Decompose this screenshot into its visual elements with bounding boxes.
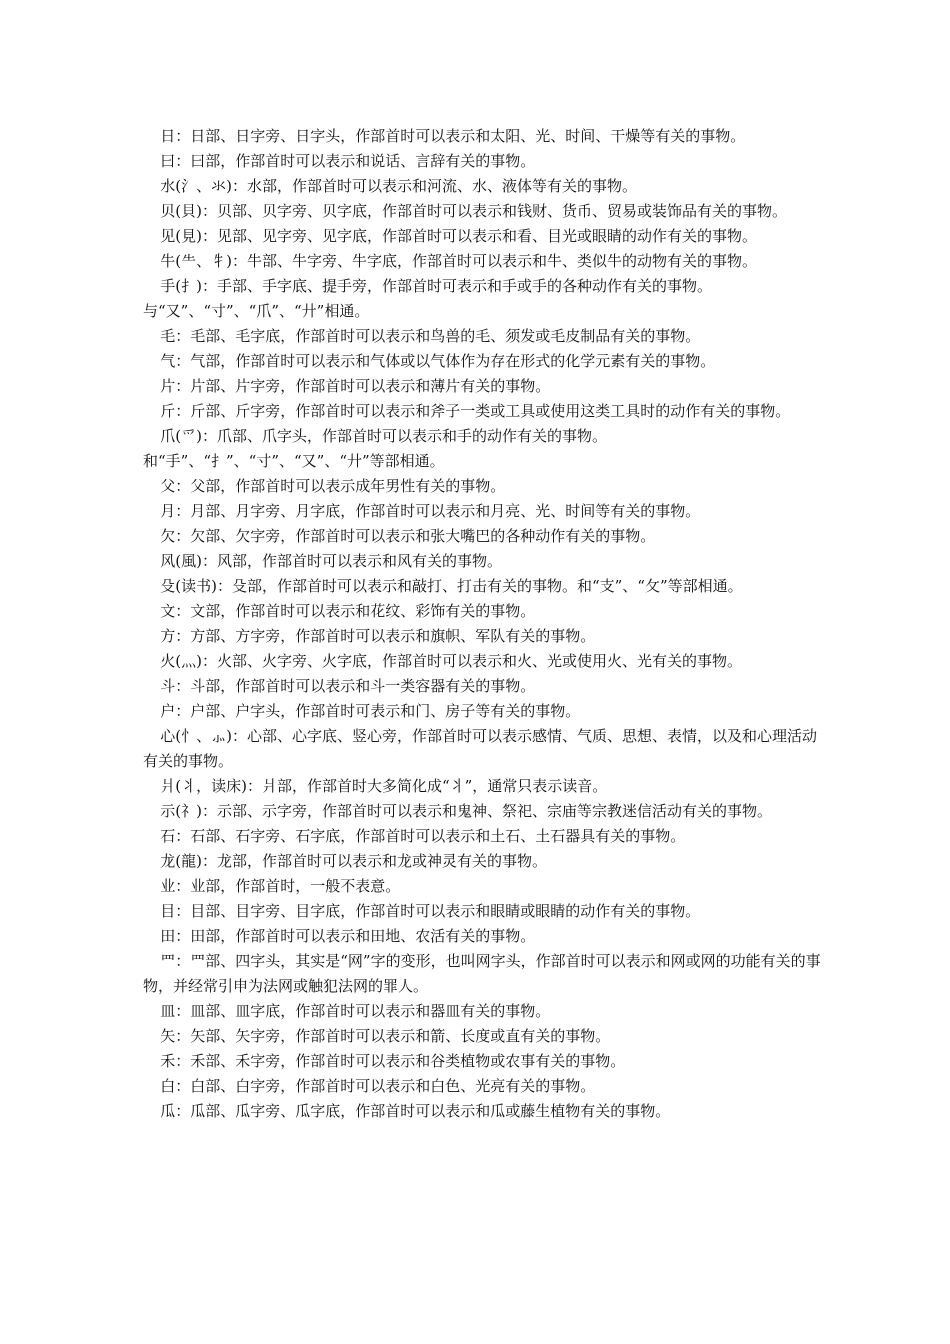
paragraph: 罒：罒部、四字头，其实是“网”字的变形，也叫网字头，作部首时可以表示和网或网的功能有关的事物，并经常引申为法网或触犯法网的罪人。 bbox=[143, 952, 821, 995]
paragraph: 皿：皿部、皿字底，作部首时可以表示和器皿有关的事物。 bbox=[160, 1002, 551, 1020]
paragraph: 见(見)：见部、见字旁、见字底，作部首时可以表示和看、目光或眼睛的动作有关的事物。 bbox=[160, 227, 757, 245]
paragraph: 石：石部、石字旁、石字底，作部首时可以表示和土石、土石器具有关的事物。 bbox=[160, 827, 686, 845]
paragraph: 手(扌)：手部、手字底、提手旁，作部首时可表示和手或手的各种动作有关的事物。与“又”、“寸”、“爪”、“廾”相通。 bbox=[143, 277, 712, 320]
paragraph: 目：目部、目字旁、目字底，作部首时可以表示和眼睛或眼睛的动作有关的事物。 bbox=[160, 902, 701, 920]
paragraph: 片：片部、片字旁，作部首时可以表示和薄片有关的事物。 bbox=[160, 377, 551, 395]
paragraph: 日：日部、日字旁、日字头，作部首时可以表示和太阳、光、时间、干燥等有关的事物。 bbox=[160, 127, 746, 145]
document-body bbox=[143, 124, 823, 1124]
paragraph: 殳(读书)：殳部，作部首时可以表示和敲打、打击有关的事物。和“支”、“攵”等部相通。 bbox=[160, 577, 743, 595]
paragraph: 爿(丬，读床)：爿部，作部首时大多简化成“丬”，通常只表示读音。 bbox=[160, 777, 608, 795]
paragraph: 毛：毛部、毛字底，作部首时可以表示和鸟兽的毛、须发或毛皮制品有关的事物。 bbox=[160, 327, 701, 345]
paragraph: 贝(貝)：贝部、贝字旁、贝字底，作部首时可以表示和钱财、货币、贸易或装饰品有关的事物。 bbox=[160, 202, 787, 220]
paragraph: 斤：斤部、斤字旁，作部首时可以表示和斧子一类或工具或使用这类工具时的动作有关的事物。 bbox=[160, 402, 791, 420]
paragraph: 矢：矢部、矢字旁，作部首时可以表示和箭、长度或直有关的事物。 bbox=[160, 1027, 611, 1045]
paragraph: 瓜：瓜部、瓜字旁、瓜字底，作部首时可以表示和瓜或藤生植物有关的事物。 bbox=[160, 1102, 671, 1120]
paragraph: 白：白部、白字旁，作部首时可以表示和白色、光亮有关的事物。 bbox=[160, 1077, 596, 1095]
paragraph: 文：文部，作部首时可以表示和花纹、彩饰有关的事物。 bbox=[160, 602, 536, 620]
paragraph: 父：父部，作部首时可以表示成年男性有关的事物。 bbox=[160, 477, 506, 495]
paragraph: 龙(龍)：龙部，作部首时可以表示和龙或神灵有关的事物。 bbox=[160, 852, 547, 870]
paragraph: 风(風)：风部，作部首时可以表示和风有关的事物。 bbox=[160, 552, 502, 570]
paragraph: 示(礻)：示部、示字旁，作部首时可以表示和鬼神、祭祀、宗庙等宗教迷信活动有关的事物。 bbox=[160, 802, 772, 820]
paragraph: 火(灬)：火部、火字旁、火字底，作部首时可以表示和火、光或使用火、光有关的事物。 bbox=[160, 652, 742, 670]
paragraph: 爪(爫)：爪部、爪字头，作部首时可以表示和手的动作有关的事物。和“手”、“扌”、“寸”、“又”、“廾”等部相通。 bbox=[143, 427, 607, 470]
paragraph: 牛(⺧、牜)：牛部、牛字旁、牛字底，作部首时可以表示和牛、类似牛的动物有关的事物。 bbox=[160, 252, 757, 270]
paragraph: 田：田部，作部首时可以表示和田地、农活有关的事物。 bbox=[160, 927, 536, 945]
paragraph: 心(忄、⺗)：心部、心字底、竖心旁，作部首时可以表示感情、气质、思想、表情，以及和心理活动有关的事物。 bbox=[143, 727, 817, 770]
paragraph: 月：月部、月字旁、月字底，作部首时可以表示和月亮、光、时间等有关的事物。 bbox=[160, 502, 701, 520]
paragraph: 气：气部，作部首时可以表示和气体或以气体作为存在形式的化学元素有关的事物。 bbox=[160, 352, 716, 370]
paragraph: 曰：曰部，作部首时可以表示和说话、言辞有关的事物。 bbox=[160, 152, 536, 170]
paragraph: 欠：欠部、欠字旁，作部首时可以表示和张大嘴巴的各种动作有关的事物。 bbox=[160, 527, 656, 545]
paragraph: 业：业部，作部首时，一般不表意。 bbox=[160, 877, 401, 895]
paragraph: 户：户部、户字头，作部首时可表示和门、房子等有关的事物。 bbox=[160, 702, 581, 720]
paragraph: 方：方部、方字旁，作部首时可以表示和旗帜、军队有关的事物。 bbox=[160, 627, 596, 645]
paragraph: 禾：禾部、禾字旁，作部首时可以表示和谷类植物或农事有关的事物。 bbox=[160, 1052, 626, 1070]
paragraph: 水(氵、氺)：水部，作部首时可以表示和河流、水、液体等有关的事物。 bbox=[160, 177, 637, 195]
paragraph: 斗：斗部，作部首时可以表示和斗一类容器有关的事物。 bbox=[160, 677, 536, 695]
